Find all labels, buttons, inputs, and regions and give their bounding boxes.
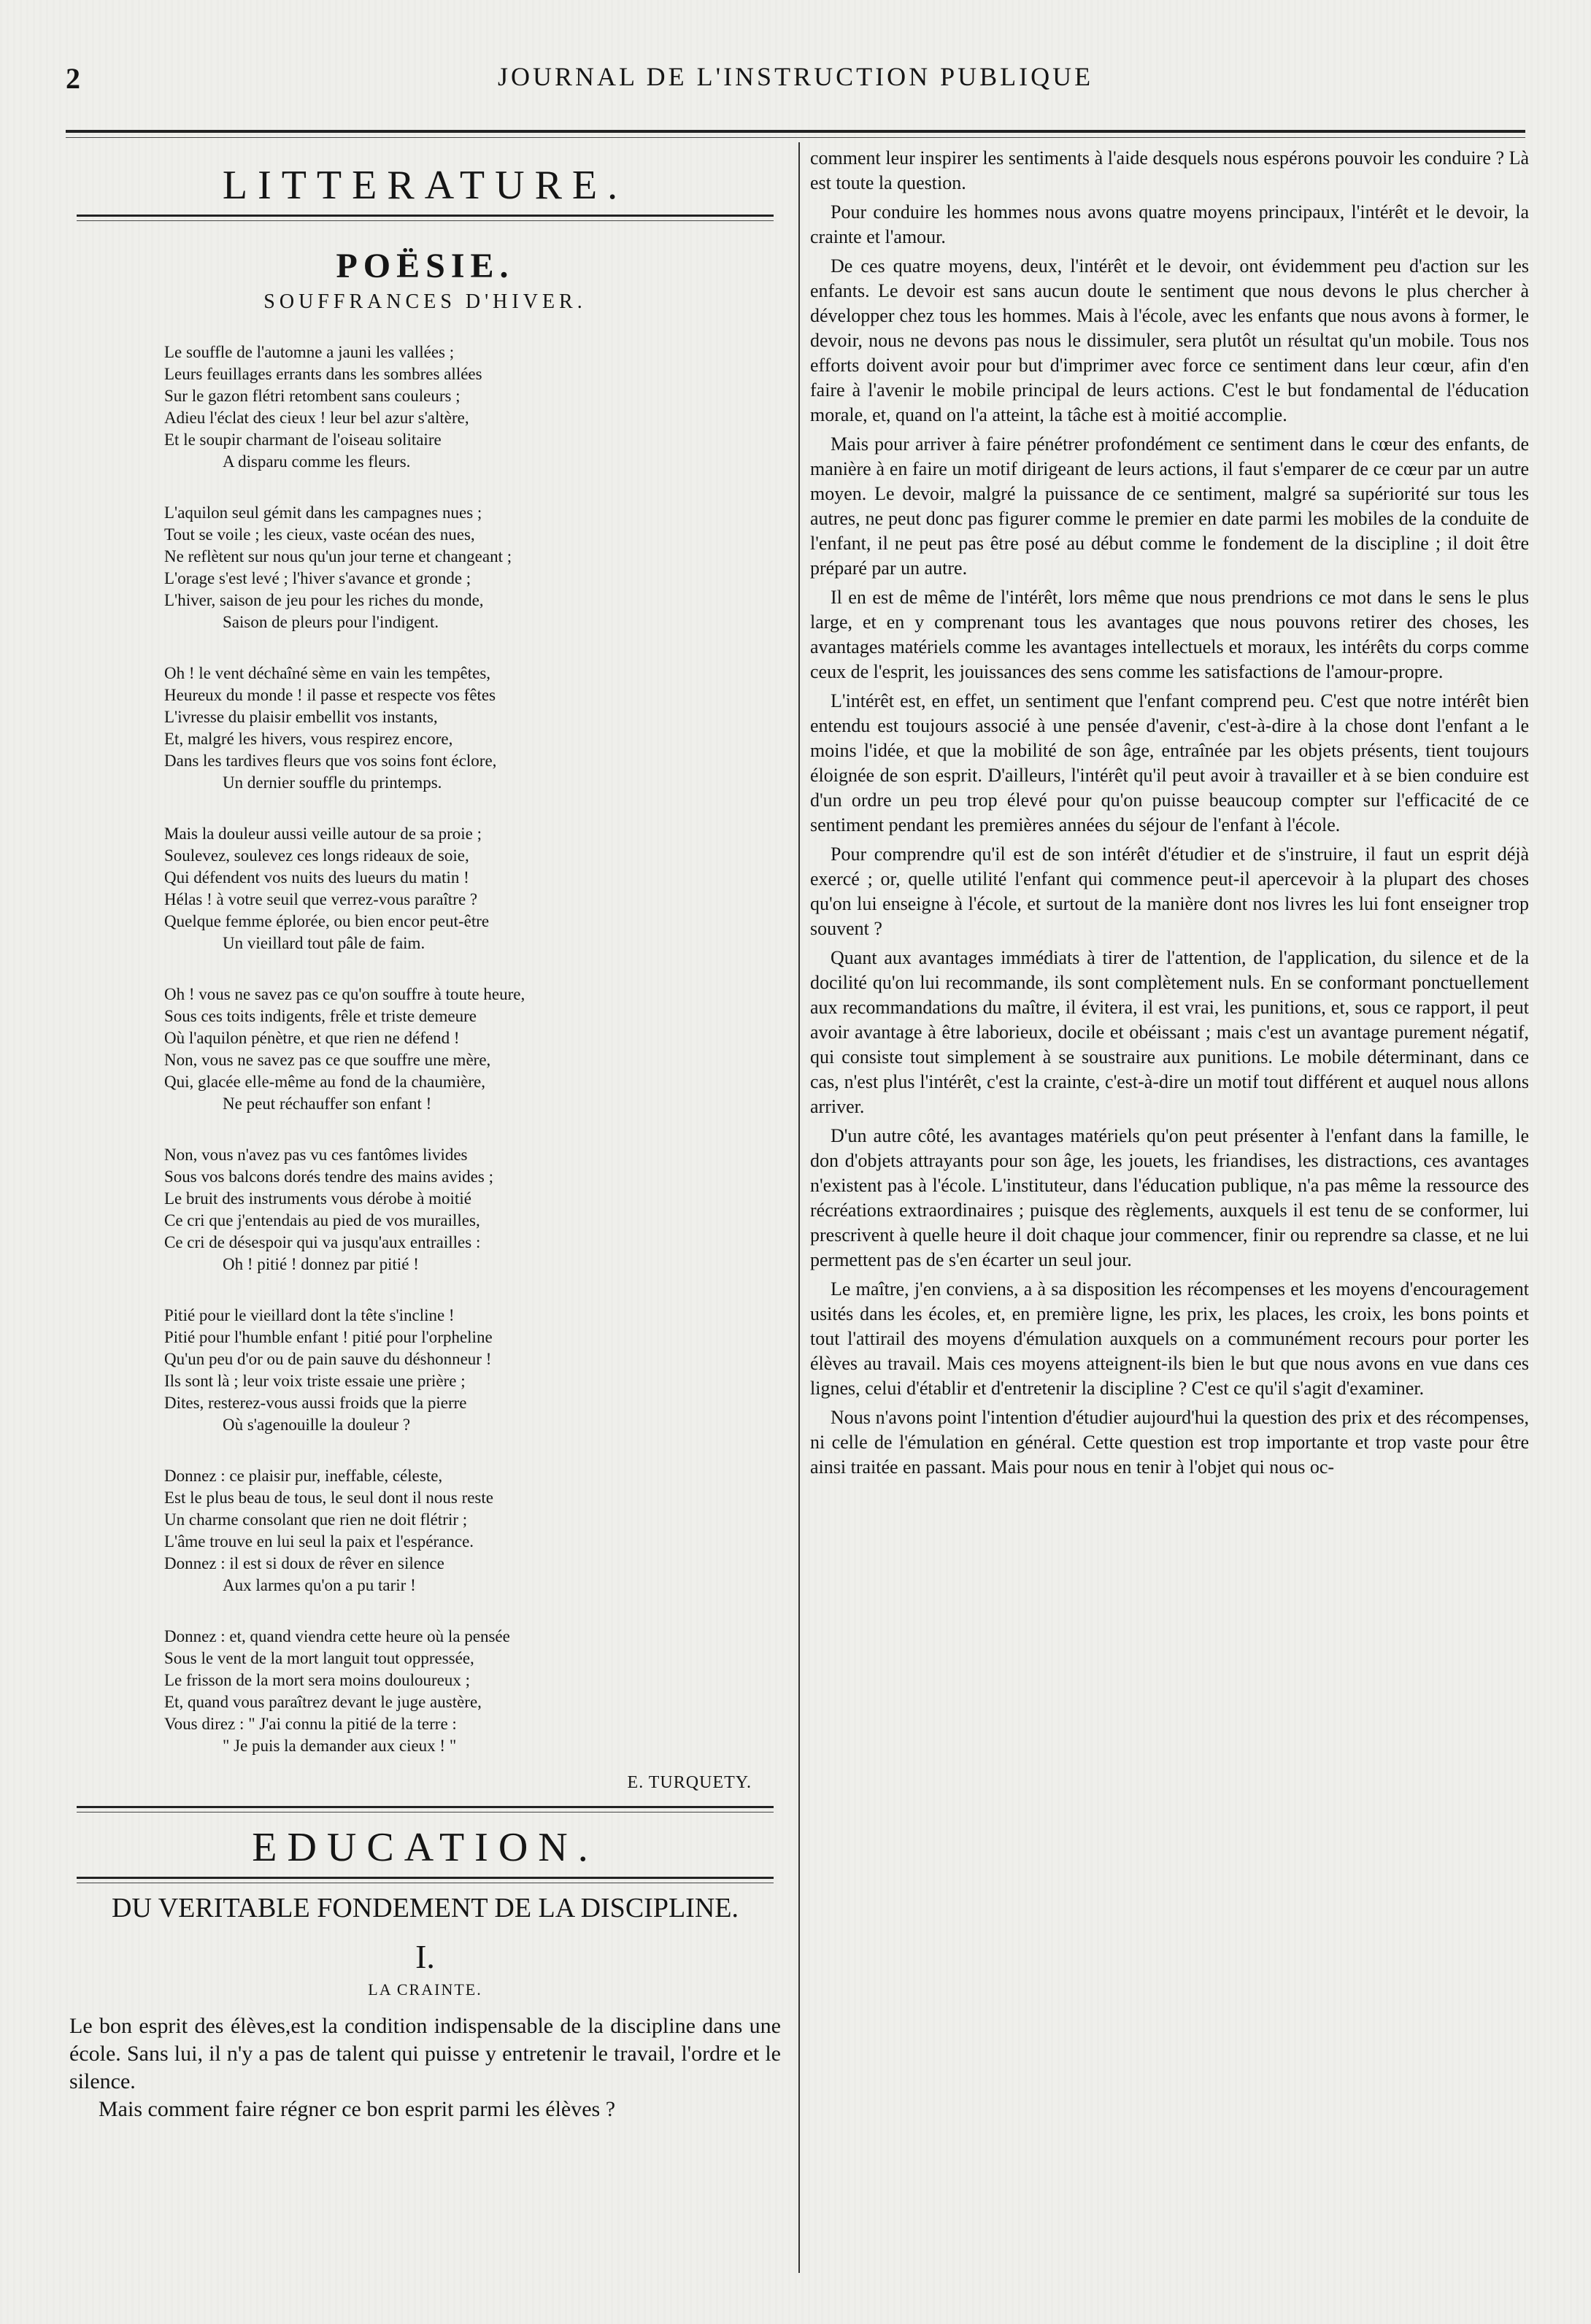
- poem-line: Donnez : et, quand viendra cette heure où la pensée: [164, 1627, 510, 1645]
- poem-line: Ce cri que j'entendais au pied de vos murailles,: [164, 1211, 480, 1229]
- poem-line: L'orage s'est levé ; l'hiver s'avance et gronde ;: [164, 569, 471, 587]
- poem-line: Aux larmes qu'on a pu tarir !: [223, 1576, 416, 1594]
- article-paragraph: Pour conduire les hommes nous avons quatre moyens principaux, l'intérêt et le devoir, la crainte et l'amour.: [810, 201, 1529, 247]
- article-paragraph: Mais pour arriver à faire pénétrer profondément ce sentiment dans le cœur des enfants, de manière à en faire un motif dirigeant de leurs actions, il faut s'emparer de ce cœur par un autre moyen. Le devoir, malgré la puissance de ce sentiment, malgré sa supériorité sur tous les autres, ne peut donc pas figurer comme le premier en date parmi les mobiles de la conduite de l'enfant, il ne peut pas être posé au début comme le fondement de la discipline ; il doit être préparé par un autre.: [810, 433, 1529, 579]
- poem-stanza: [164, 663, 763, 794]
- article-paragraph: Le maître, j'en conviens, a à sa disposition les récompenses et les moyens d'encouragement usités dans les écoles, et, en première ligne, les prix, les places, les croix, les bons points et tout l'attirail des moyens d'émulation auxquels on a communément recours pour porter les élèves au travail. Mais ces moyens atteignent-ils bien le but que nous avons en vue dans ces lignes, celui d'établir et d'entretenir la discipline ? C'est ce qu'il s'agit d'examiner.: [810, 1278, 1529, 1399]
- poem-line: Oh ! le vent déchaîné sème en vain les tempêtes,: [164, 664, 491, 682]
- right-column: [810, 146, 1529, 1484]
- poem-line: Oh ! pitié ! donnez par pitié !: [223, 1255, 419, 1273]
- poem-line: Adieu l'éclat des cieux ! leur bel azur s'altère,: [164, 409, 469, 427]
- poem-line: Heureux du monde ! il passe et respecte vos fêtes: [164, 686, 496, 704]
- article-paragraph: Quant aux avantages immédiats à tirer de l'attention, de l'application, du silence et de la docilité qu'on lui recommande, ils sont complètement nuls. En se conformant ponctuellement aux recommandations du maître, il évitera, il est vrai, les punitions, et, sous ce rapport, il peut avoir avantage à être laborieux, docile et obéissant ; mais c'est un avantage purement négatif, qui consiste tout simplement à se soustraire aux punitions. Le mobile déterminant, dans ce cas, n'est plus l'intérêt, c'est la crainte, c'est-à-dire un motif tout différent et auquel nous allons arriver.: [810, 947, 1529, 1117]
- poem-line: Non, vous n'avez pas vu ces fantômes livides: [164, 1146, 468, 1164]
- part-number: I.: [415, 1938, 435, 1975]
- poem-line: Le bruit des instruments vous dérobe à moitié: [164, 1189, 471, 1208]
- poem-stanza: [164, 984, 763, 1115]
- header-rule: [66, 130, 1525, 138]
- poem-line: Ils sont là ; leur voix triste essaie une prière ;: [164, 1372, 466, 1390]
- poem-line: Mais la douleur aussi veille autour de sa proie ;: [164, 825, 482, 843]
- article-paragraph: Mais comment faire régner ce bon esprit parmi les élèves ?: [99, 2097, 616, 2121]
- poem-line: " Je puis la demander aux cieux ! ": [223, 1737, 457, 1755]
- poem-line: Est le plus beau de tous, le seul dont il nous reste: [164, 1489, 493, 1507]
- poem-line: Donnez : il est si doux de rêver en silence: [164, 1554, 444, 1572]
- poem-line: Et, quand vous paraîtrez devant le juge austère,: [164, 1693, 482, 1711]
- poem-line: Hélas ! à votre seuil que verrez-vous paraître ?: [164, 890, 478, 908]
- poem-line: Leurs feuillages errants dans les sombres allées: [164, 365, 482, 383]
- section-rule: [77, 215, 774, 221]
- poem-line: Sur le gazon flétri retombent sans couleurs ;: [164, 387, 461, 405]
- poem-stanza: [164, 1626, 763, 1757]
- poem-line: Un vieillard tout pâle de faim.: [223, 934, 425, 952]
- article-paragraph: Le bon esprit des élèves,est la condition indispensable de la discipline dans une école. Sans lui, il n'y a pas de talent qui puisse y entretenir le travail, l'ordre et le silence.: [69, 2014, 781, 2093]
- article-paragraph: comment leur inspirer les sentiments à l'aide desquels nous espérons pouvoir les conduire ? Là est toute la question.: [810, 147, 1529, 193]
- article-paragraph: Pour comprendre qu'il est de son intérêt d'étudier et de s'instruire, il faut un esprit déjà exercé ; or, quelle utilité l'enfant qui commence peut-il apercevoir à la plupart des choses qu'on lui enseigne à l'école, et surtout de la manière dont nos livres les lui font enseigner trop souvent ?: [810, 843, 1529, 939]
- poem-stanza: [164, 1305, 763, 1436]
- poem-line: L'hiver, saison de jeu pour les riches du monde,: [164, 591, 484, 609]
- poem-stanza: [164, 502, 763, 633]
- poem-line: Pitié pour l'humble enfant ! pitié pour l'orpheline: [164, 1328, 493, 1346]
- poem-line: Dites, resterez-vous aussi froids que la pierre: [164, 1394, 467, 1412]
- poem-line: Quelque femme éplorée, ou bien encor peut-être: [164, 912, 490, 930]
- poem-title: SOUFFRANCES D'HIVER.: [263, 290, 587, 313]
- article-title: DU VERITABLE FONDEMENT DE LA DISCIPLINE.: [112, 1893, 739, 1923]
- poem-line: Où s'agenouille la douleur ?: [223, 1416, 411, 1434]
- article-paragraph: De ces quatre moyens, deux, l'intérêt et le devoir, ont évidemment peu d'action sur les enfants. Le devoir est sans aucun doute le sentiment que nous devons le plus chercher à développer chez tous les hommes. Mais à l'école, avec les enfants que nous avons à former, le devoir, nous ne devons pas nous le dissimuler, sera plutôt un résultat qu'un mobile. Tous nos efforts doivent avoir pour but d'imprimer avec force ce sentiment dans leur cœur, afin d'en faire à l'avenir le mobile principal de leurs actions. C'est le but fondamental de l'éducation morale, et, quand on l'a atteint, la tâche est à moitié accomplie.: [810, 255, 1529, 425]
- poem-line: Vous direz : " J'ai connu la pitié de la terre :: [164, 1715, 457, 1733]
- left-column: [69, 146, 781, 2123]
- poem-line: Un dernier souffle du printemps.: [223, 773, 442, 792]
- poem-stanza: [164, 341, 763, 473]
- poem-line: Donnez : ce plaisir pur, ineffable, céleste,: [164, 1467, 443, 1485]
- poem-line: Sous ces toits indigents, frêle et triste demeure: [164, 1007, 477, 1025]
- poem-line: Le souffle de l'automne a jauni les vallées ;: [164, 343, 455, 361]
- poem: [69, 341, 781, 1757]
- column-divider: [798, 142, 800, 2273]
- poem-line: Et le soupir charmant de l'oiseau solitaire: [164, 431, 442, 449]
- poem-line: Ce cri de désespoir qui va jusqu'aux entrailles :: [164, 1233, 481, 1251]
- article-paragraph: Il en est de même de l'intérêt, lors même que nous prendrions ce mot dans le sens le plus large, et en y comprenant tous les avantages que nous pouvons retirer des choses, les avantages matériels comme les avantages intellectuels et moraux, les intérêts du corps comme ceux de l'esprit, les jouissances des sens comme les satisfactions de l'amour-propre.: [810, 587, 1529, 682]
- article-paragraph: D'un autre côté, les avantages matériels qu'on peut présenter à l'enfant dans la famille, le don d'objets attrayants pour son âge, les jouets, les friandises, les distractions, ces avantages n'existent pas à l'école. L'instituteur, dans l'éducation publique, n'a pas même la ressource des récréations extraordinaires ; puisque des règlements, auxquels il est tenu de se conformer, lui prescrivent à quelle heure il doit chaque jour commencer, finir ou reprendre sa classe, et ne lui permettent pas de s'en écarter un seul jour.: [810, 1125, 1529, 1270]
- poem-line: Ne peut réchauffer son enfant !: [223, 1095, 432, 1113]
- article-paragraph: Nous n'avons point l'intention d'étudier aujourd'hui la question des prix et des récompenses, ni celle de l'émulation en général. Cette question est trop importante et trop vaste pour être ainsi traitée en passant. Mais pour nous en tenir à l'objet qui nous oc-: [810, 1407, 1529, 1478]
- poem-line: Où l'aquilon pénètre, et que rien ne défend !: [164, 1029, 460, 1047]
- poem-line: Sous le vent de la mort languit tout oppressée,: [164, 1649, 474, 1667]
- poem-line: Tout se voile ; les cieux, vaste océan des nues,: [164, 525, 475, 544]
- poem-line: Qui défendent vos nuits des lueurs du matin !: [164, 868, 469, 887]
- poem-signature: E. TURQUETY.: [627, 1773, 752, 1792]
- poem-line: A disparu comme les fleurs.: [223, 452, 411, 471]
- poem-line: Non, vous ne savez pas ce que souffre une mère,: [164, 1051, 491, 1069]
- poem-line: Qu'un peu d'or ou de pain sauve du déshonneur !: [164, 1350, 492, 1368]
- running-head: [66, 61, 1525, 105]
- poem-line: L'ivresse du plaisir embellit vos instants,: [164, 708, 438, 726]
- poem-line: Et, malgré les hivers, vous respirez encore,: [164, 730, 453, 748]
- section-rule: [77, 1877, 774, 1883]
- poem-stanza: [164, 1465, 763, 1597]
- poem-line: Un charme consolant que rien ne doit flétrir ;: [164, 1510, 468, 1529]
- subsection-title-poesie: POËSIE.: [336, 247, 515, 285]
- poem-line: Pitié pour le vieillard dont la tête s'incline !: [164, 1306, 455, 1324]
- poem-line: L'aquilon seul gémit dans les campagnes nues ;: [164, 503, 482, 522]
- poem-line: Dans les tardives fleurs que vos soins font éclore,: [164, 752, 497, 770]
- section-title-education: EDUCATION.: [252, 1825, 598, 1870]
- part-title: LA CRAINTE.: [368, 1980, 482, 1999]
- journal-title: JOURNAL DE L'INSTRUCTION PUBLIQUE: [497, 62, 1094, 91]
- poem-line: Sous vos balcons dorés tendre des mains avides ;: [164, 1167, 493, 1186]
- section-rule: [77, 1806, 774, 1813]
- poem-line: Soulevez, soulevez ces longs rideaux de soie,: [164, 846, 469, 865]
- page-number: 2: [66, 62, 80, 95]
- poem-stanza: [164, 1144, 763, 1275]
- article-paragraph: L'intérêt est, en effet, un sentiment que l'enfant comprend peu. C'est que notre intérêt bien entendu est toujours associé à une pensée d'avenir, c'est-à-dire à la chose dont l'enfant a le moins l'idée, et que la mobilité de son âge, entraînée par les objets présents, tient toujours éloignée de son esprit. D'ailleurs, l'intérêt qu'il peut avoir à travailler et à se bien conduire est d'un ordre un peu trop élevé pour qu'on puisse beaucoup compter sur l'efficacité de ce sentiment pendant les premières années du séjour de l'enfant à l'école.: [810, 690, 1529, 835]
- poem-line: Qui, glacée elle-même au fond de la chaumière,: [164, 1073, 485, 1091]
- poem-line: L'âme trouve en lui seul la paix et l'espérance.: [164, 1532, 474, 1551]
- poem-line: Saison de pleurs pour l'indigent.: [223, 613, 439, 631]
- poem-line: Oh ! vous ne savez pas ce qu'on souffre à toute heure,: [164, 985, 525, 1003]
- poem-line: Le frisson de la mort sera moins douloureux ;: [164, 1671, 471, 1689]
- section-title-litterature: LITTERATURE.: [222, 163, 628, 208]
- poem-stanza: [164, 823, 763, 954]
- poem-line: Ne reflètent sur nous qu'un jour terne et changeant ;: [164, 547, 512, 565]
